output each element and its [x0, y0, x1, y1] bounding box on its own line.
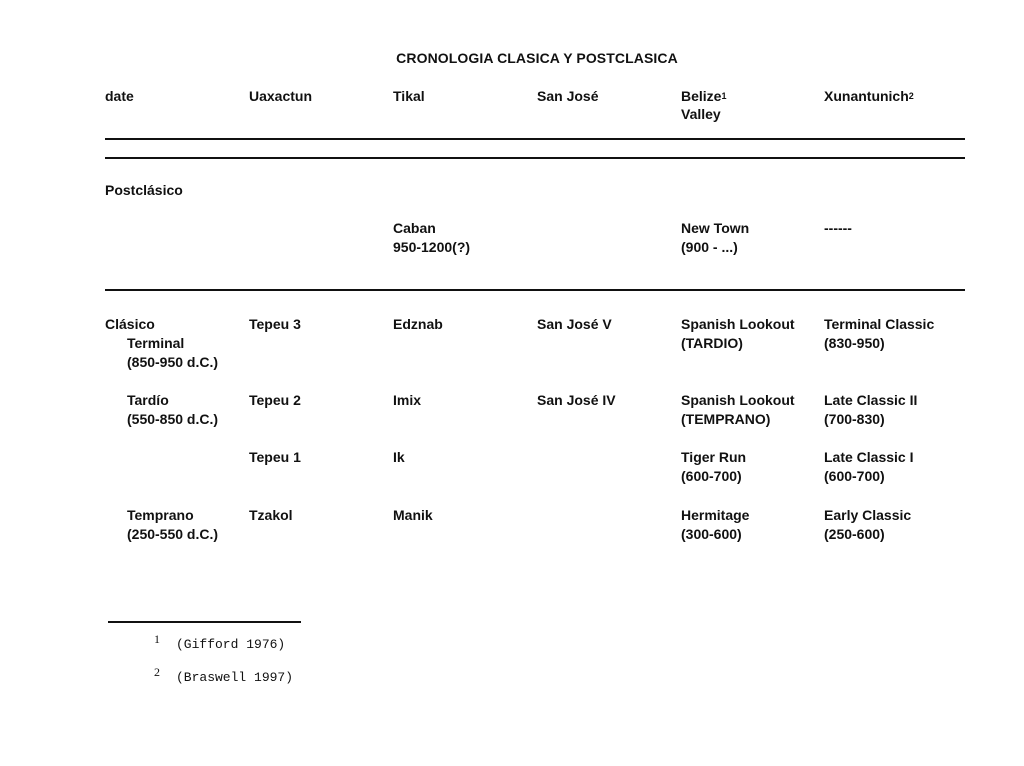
terminal-belize-phase: Spanish Lookout	[681, 316, 795, 332]
footnote-2-marker: 2	[154, 665, 160, 679]
postclassic-belize-dates: (900 - ...)	[681, 239, 738, 255]
period-classic-tardio	[105, 391, 218, 429]
header-belize-line1: Belize	[681, 88, 722, 104]
subperiod-terminal-dates: (850-950 d.C.)	[127, 354, 219, 370]
terminal-tikal: Edznab	[393, 316, 443, 332]
postclassic-xunantunich: ------	[824, 220, 852, 236]
tepeu1-xunantunich-dates: (600-700)	[824, 468, 885, 484]
terminal-uaxactun: Tepeu 3	[249, 316, 301, 332]
tardio-xunantunich-dates: (700-830)	[824, 411, 885, 427]
tepeu1-xunantunich	[824, 448, 914, 486]
header-xunantunich-label: Xunantunich	[824, 88, 909, 104]
page-title: CRONOLOGIA CLASICA Y POSTCLASICA	[396, 50, 678, 66]
tepeu1-belize-dates: (600-700)	[681, 468, 742, 484]
postclassic-tikal	[393, 219, 470, 257]
tardio-belize-note: (TEMPRANO)	[681, 411, 771, 427]
terminal-belize	[681, 315, 795, 353]
section-rule	[105, 289, 965, 291]
tardio-sanjose: San José IV	[537, 392, 616, 408]
temprano-belize	[681, 506, 749, 544]
subperiod-temprano-label: Temprano	[127, 507, 194, 523]
postclassic-belize	[681, 219, 749, 257]
subperiod-tardio-label: Tardío	[127, 392, 169, 408]
header-uaxactun: Uaxactun	[249, 88, 313, 104]
footnote-ref-1: 1	[721, 91, 727, 101]
header-rule-bottom	[105, 157, 965, 159]
subperiod-temprano-dates: (250-550 d.C.)	[127, 526, 219, 542]
terminal-xunantunich-dates: (830-950)	[824, 335, 885, 351]
tardio-xunantunich-phase: Late Classic II	[824, 392, 918, 408]
period-classic-temprano	[105, 506, 218, 544]
temprano-uaxactun: Tzakol	[249, 507, 293, 523]
header-date: date	[105, 88, 134, 104]
tepeu1-belize-phase: Tiger Run	[681, 449, 747, 465]
tepeu1-tikal: Ik	[393, 449, 405, 465]
tardio-tikal: Imix	[393, 392, 422, 408]
tardio-belize-phase: Spanish Lookout	[681, 392, 795, 408]
header-belize-valley	[681, 87, 726, 123]
tepeu1-belize	[681, 448, 746, 486]
terminal-xunantunich-phase: Terminal Classic	[824, 316, 935, 332]
subperiod-tardio-dates: (550-850 d.C.)	[127, 411, 219, 427]
footnote-1-marker: 1	[154, 632, 160, 646]
footnote-1	[154, 632, 286, 652]
tepeu1-xunantunich-phase: Late Classic I	[824, 449, 914, 465]
postclassic-tikal-phase: Caban	[393, 220, 436, 236]
footnote-ref-2: 2	[908, 91, 914, 101]
tepeu1-uaxactun: Tepeu 1	[249, 449, 301, 465]
terminal-xunantunich	[824, 315, 934, 353]
temprano-xunantunich-dates: (250-600)	[824, 526, 885, 542]
period-classic-terminal	[105, 315, 218, 372]
subperiod-terminal-label: Terminal	[127, 335, 185, 351]
postclassic-tikal-dates: 950-1200(?)	[393, 239, 471, 255]
header-rule-top	[105, 138, 965, 140]
header-belize-line2: Valley	[681, 106, 721, 122]
tardio-xunantunich	[824, 391, 917, 429]
temprano-belize-phase: Hermitage	[681, 507, 750, 523]
period-postclassic: Postclásico	[105, 182, 183, 198]
footnote-2	[154, 665, 294, 685]
header-tikal: Tikal	[393, 88, 425, 104]
temprano-belize-dates: (300-600)	[681, 526, 742, 542]
header-xunantunich	[824, 87, 914, 105]
tardio-belize	[681, 391, 795, 429]
period-classic-label: Clásico	[105, 316, 155, 332]
postclassic-belize-phase: New Town	[681, 220, 750, 236]
tardio-uaxactun: Tepeu 2	[249, 392, 301, 408]
footnote-rule	[108, 621, 301, 623]
header-sanjose: San José	[537, 88, 599, 104]
temprano-tikal: Manik	[393, 507, 433, 523]
terminal-sanjose: San José V	[537, 316, 612, 332]
temprano-xunantunich	[824, 506, 911, 544]
footnote-2-text: (Braswell 1997)	[176, 670, 294, 685]
terminal-belize-note: (TARDIO)	[681, 335, 743, 351]
footnote-1-text: (Gifford 1976)	[176, 637, 286, 652]
temprano-xunantunich-phase: Early Classic	[824, 507, 912, 523]
